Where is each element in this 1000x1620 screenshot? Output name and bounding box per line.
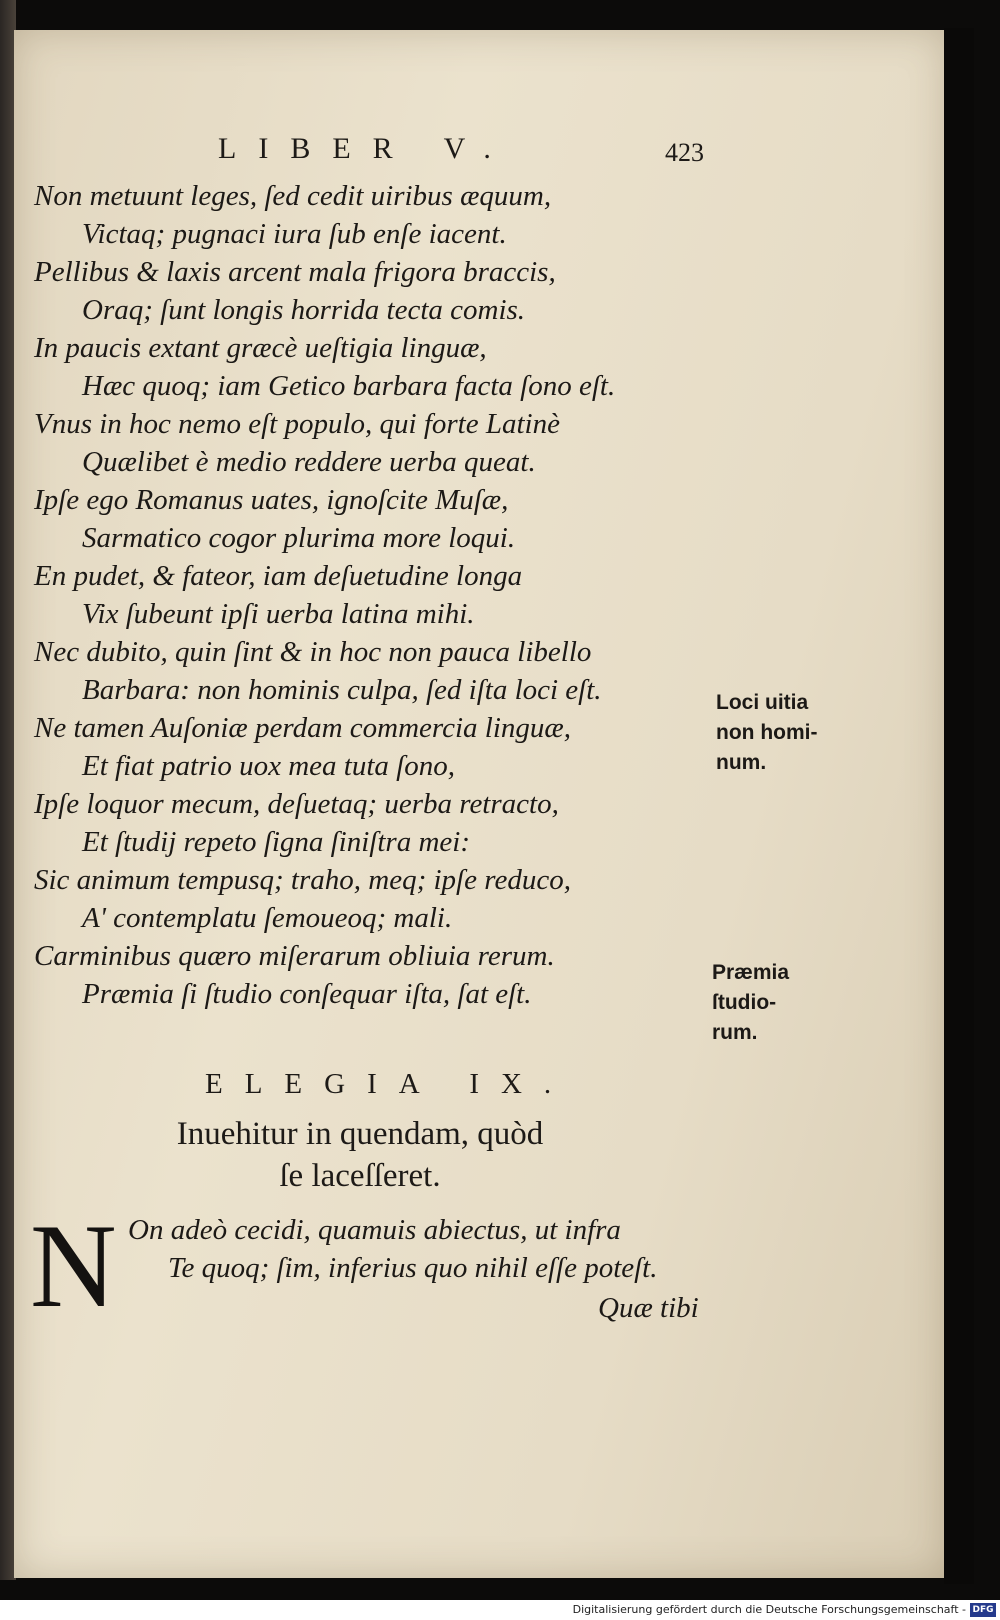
- verse-line: Barbara: non hominis culpa, ſed iſta loci eſt.: [82, 674, 602, 706]
- catchword: Quæ tibi: [598, 1292, 699, 1324]
- verse-line: Quælibet è medio reddere uerba queat.: [82, 446, 536, 478]
- elegy-subtitle-line: Inuehitur in quendam, quòd: [176, 1116, 544, 1152]
- dfg-logo: DFG: [970, 1603, 996, 1617]
- verse-line: Hæc quoq; iam Getico barbara facta ſono eſt.: [82, 370, 616, 402]
- verse-line: Præmia ſi ſtudio conſequar iſta, ſat eſt.: [82, 978, 532, 1010]
- elegy-subtitle-line: ſe laceſſeret.: [279, 1158, 441, 1194]
- verse-line: Sarmatico cogor plurima more loqui.: [82, 522, 516, 554]
- elegy-line: On adeò cecidi, quamuis abiectus, ut infra: [128, 1214, 621, 1246]
- verse-line: Nec dubito, quin ſint & in hoc non pauca libello: [34, 636, 592, 668]
- verse-line: In paucis extant græcè ueſtigia linguæ,: [34, 332, 487, 364]
- page-right-shadow: [944, 28, 974, 1584]
- verse-line: A' contemplatu ſemoueoq; mali.: [82, 902, 453, 934]
- verse-line: Pellibus & laxis arcent mala frigora braccis,: [34, 256, 556, 288]
- digitization-footer: [0, 1600, 1000, 1620]
- verse-line: Vnus in hoc nemo eſt populo, qui forte Latinè: [34, 408, 560, 440]
- verse-line: Victaq; pugnaci iura ſub enſe iacent.: [82, 218, 507, 250]
- verse-line: Ne tamen Auſoniæ perdam commercia linguæ,: [34, 712, 571, 744]
- elegy-heading: ELEGIA IX.: [205, 1068, 574, 1100]
- drop-cap: N: [30, 1199, 117, 1332]
- verse-line: Vix ſubeunt ipſi uerba latina mihi.: [82, 598, 475, 630]
- margin-note-praemia-studiorum: Præmia ſtudio- rum.: [712, 961, 790, 1044]
- verse-line: Et ſtudij repeto ſigna ſiniſtra mei:: [82, 826, 470, 858]
- verse-line: Et fiat patrio uox mea tuta ſono,: [82, 750, 455, 782]
- margin-note-loci-uitia: Loci uitia non homi- num.: [716, 691, 818, 774]
- running-head: LIBER V.: [218, 132, 513, 165]
- verse-line: Ipſe ego Romanus uates, ignoſcite Muſæ,: [34, 484, 509, 516]
- verse-line: Sic animum tempusq; traho, meq; ipſe reduco,: [34, 864, 571, 896]
- verse-line: En pudet, & fateor, iam deſuetudine longa: [34, 560, 523, 592]
- page-number: 423: [665, 138, 704, 167]
- verse-line: Oraq; ſunt longis horrida tecta comis.: [82, 294, 526, 326]
- verse-line: Ipſe loquor mecum, deſuetaq; uerba retracto,: [34, 788, 559, 820]
- verse-line: Carminibus quæro miſerarum obliuia rerum.: [34, 940, 555, 972]
- footer-credit: Digitalisierung gefördert durch die Deutsche Forschungsgemeinschaft -: [572, 1603, 966, 1616]
- verse-line: Non metuunt leges, ſed cedit uiribus æquum,: [34, 180, 552, 212]
- elegy-line: Te quoq; ſim, inferius quo nihil eſſe poteſt.: [168, 1252, 658, 1284]
